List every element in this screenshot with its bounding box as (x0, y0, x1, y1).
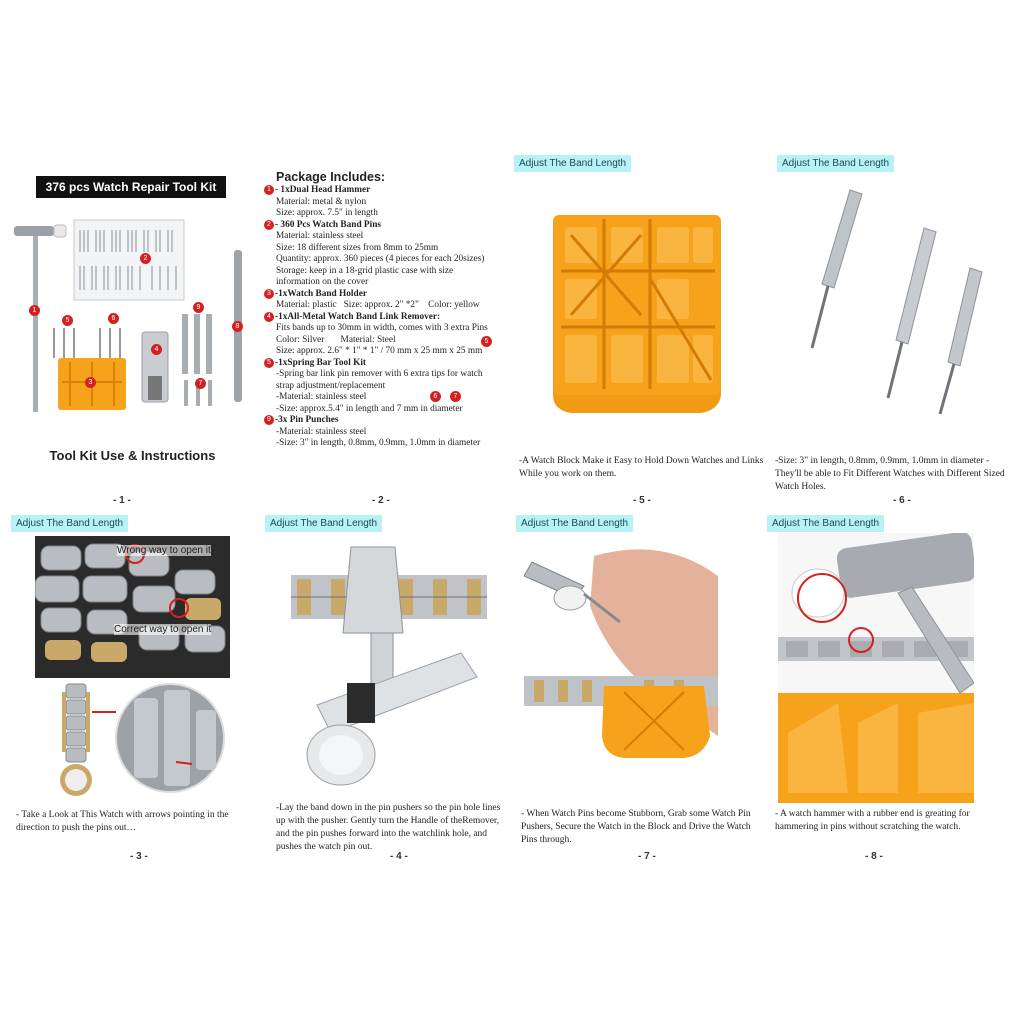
item-detail: Material: stainless steel (276, 231, 364, 241)
item-detail: -Material: stainless steel (276, 392, 367, 402)
badge-side-5: 5 (481, 336, 492, 347)
badge-6: 6 (108, 313, 119, 324)
package-item-5 (264, 358, 514, 416)
item-detail: Material: metal & nylon (276, 196, 367, 207)
package-item-4 (264, 312, 514, 358)
item-detail: information on the cover (276, 277, 369, 287)
badge-7: 7 (195, 378, 206, 389)
remover-frame (343, 547, 403, 633)
item-detail: Color: Silver Material: Steel (276, 334, 396, 345)
badge-4: 4 (151, 344, 162, 355)
tag-adjust-band-3: Adjust The Band Length (11, 515, 128, 532)
badge-9: 9 (193, 302, 204, 313)
item-number: 4 (264, 312, 274, 322)
rubber-end-marker (797, 573, 847, 623)
badge-side-6: 6 (430, 391, 441, 402)
item-detail: strap adjustment/replacement (276, 380, 386, 391)
badge-8: 8 (232, 321, 243, 332)
tag-adjust-band-5: Adjust The Band Length (514, 155, 631, 172)
badge-side-7: 7 (450, 391, 461, 402)
pin-pusher-photo (524, 536, 718, 804)
item-number: 1 (264, 185, 274, 195)
kit-subtitle: Tool Kit Use & Instructions (49, 448, 216, 463)
item-detail: -Size: approx.5.4" in length and 7 mm in diameter (276, 403, 463, 414)
package-heading: Package Includes: (276, 170, 386, 184)
page-number-1: - 1 - (113, 495, 131, 506)
caption-5: -A Watch Block Make it Easy to Hold Down Watches and Links While you work on them. (519, 456, 764, 479)
item-detail: Quantity: approx. 360 pieces (4 pieces for each 20sizes) (276, 254, 485, 264)
tag-adjust-band-6: Adjust The Band Length (777, 155, 894, 172)
pin-punches-photo (800, 178, 996, 440)
watch-arrow-photo (52, 680, 232, 798)
caption-4: -Lay the band down in the pin pushers so the pin hole lines up with the pusher. Gently turn the Handle of theRemover, and the pin pushes forward into the watchlink hole, and pushes the watch pin out. (276, 803, 501, 852)
item-detail: -Size: 3" in length, 0.8mm, 0.9mm, 1.0mm in diameter (276, 438, 481, 448)
kit-title: 376 pcs Watch Repair Tool Kit (36, 176, 226, 198)
item-title: - 360 Pcs Watch Band Pins (275, 219, 381, 230)
package-item-2 (264, 220, 514, 289)
item-number: 2 (264, 220, 274, 230)
item-detail: Fits bands up to 30mm in width, comes with 3 extra Pins (276, 323, 488, 333)
hammer-head (14, 226, 54, 236)
tag-adjust-band-7: Adjust The Band Length (516, 515, 633, 532)
watch-block-photo (541, 175, 737, 441)
item-detail: Size: approx. 7.5" in length (276, 208, 378, 218)
item-number: 3 (264, 289, 274, 299)
item-title: - 1xDual Head Hammer (275, 185, 371, 195)
caption-8: - A watch hammer with a rubber end is greating for hammering in pins without scratching the watch. (775, 809, 970, 832)
caption-6: -Size: 3" in length, 0.8mm, 0.9mm, 1.0mm in diameter -They'll be able to Fit Different Watches with Different Sized Watch Holes. (775, 456, 1005, 492)
wrong-way-label: Wrong way to open it (117, 545, 211, 556)
item-detail: Size: approx. 2.6" * 1" * 1" / 70 mm x 25 mm x 25 mm (276, 346, 483, 356)
package-item-1 (264, 185, 514, 220)
page-number-3: - 3 - (130, 851, 148, 862)
page-number-5: - 5 - (633, 495, 651, 506)
tag-adjust-band-8: Adjust The Band Length (767, 515, 884, 532)
correct-way-label: Correct way to open it (114, 624, 212, 635)
pin-marker (848, 627, 874, 653)
package-includes (264, 170, 514, 450)
correct-marker (169, 598, 189, 618)
page-number-4: - 4 - (390, 851, 408, 862)
badge-3: 3 (85, 377, 96, 388)
tool-kit-photo (10, 210, 255, 420)
badge-2: 2 (140, 253, 151, 264)
page-number-7: - 7 - (638, 851, 656, 862)
badge-5: 5 (62, 315, 73, 326)
item-detail: Size: 18 different sizes from 8mm to 25mm (276, 242, 439, 253)
item-detail: Storage: keep in a 18-grid plastic case with size (276, 265, 454, 276)
item-detail: Material: plastic Size: approx. 2" *2" Color: yellow (276, 300, 480, 310)
item-detail: -Spring bar link pin remover with 6 extra tips for watch (276, 369, 483, 379)
caption-7: - When Watch Pins become Stubborn, Grab some Watch Pin Pushers, Secure the Watch in the Block and Drive the Watch Pins through. (521, 809, 751, 845)
link-remover-photo (291, 537, 487, 801)
hammer-photo (778, 533, 974, 803)
page-number-6: - 6 - (893, 495, 911, 506)
item-title: -3x Pin Punches (275, 415, 339, 425)
badge-1: 1 (29, 305, 40, 316)
tag-adjust-band-4: Adjust The Band Length (265, 515, 382, 532)
item-number: 9 (264, 415, 274, 425)
item-title: -1xWatch Band Holder (275, 288, 367, 299)
item-number: 5 (264, 358, 274, 368)
package-item-3 (264, 289, 514, 312)
item-detail: -Material: stainless steel (276, 426, 367, 437)
caption-3: - Take a Look at This Watch with arrows pointing in the direction to push the pins out… (16, 810, 229, 833)
hammer-handle (33, 236, 38, 412)
page-number-8: - 8 - (865, 851, 883, 862)
item-title: -1xSpring Bar Tool Kit (275, 357, 367, 368)
page-number-2: - 2 - (372, 495, 390, 506)
item-title: -1xAll-Metal Watch Band Link Remover: (275, 311, 441, 322)
package-item-9 (264, 415, 514, 450)
